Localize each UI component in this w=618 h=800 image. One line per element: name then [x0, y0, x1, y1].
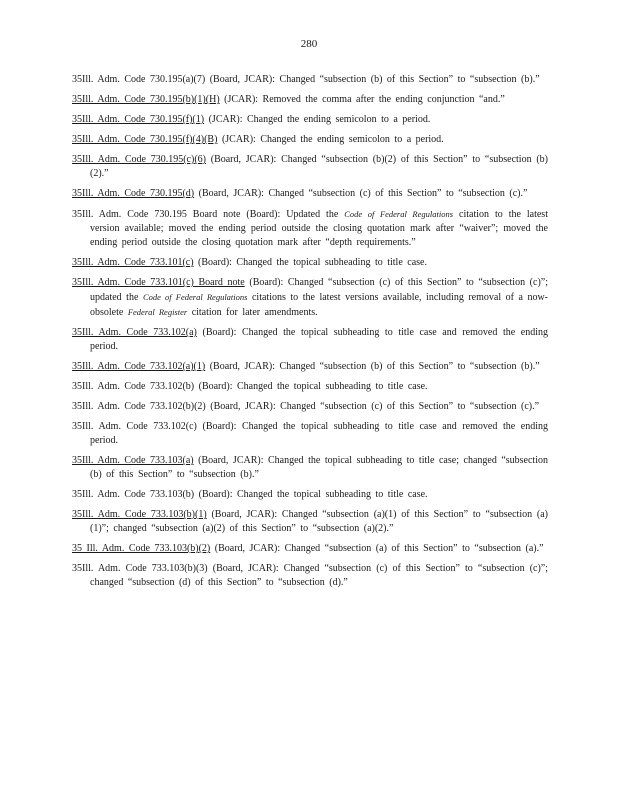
entry-text: (Board, JCAR): Changed the topical subheading to title case; changed “subsection (b) of this Section” to “subsection (b).” — [90, 455, 548, 480]
change-entry — [72, 562, 548, 590]
entry-citation: 35Ill. Adm. Code 730.195(f)(1) — [72, 114, 205, 125]
entry-citation: 35 Ill. Adm. Code 733.103(b)(2) — [72, 543, 211, 554]
entry-citation: 35Ill. Adm. Code 730.195(f)(4)(B) — [72, 134, 218, 145]
change-entry — [72, 133, 548, 147]
entry-citation: 35Ill. Adm. Code 733.102(b)(2) — [72, 401, 206, 412]
entry-text: (Board): Changed the topical subheading to title case. — [194, 381, 428, 392]
change-entry — [72, 256, 548, 270]
entry-text: (JCAR): Changed the ending semicolon to a period. — [217, 134, 444, 145]
entry-text: (Board, JCAR): Changed “subsection (c) of this Section” to “subsection (c)”; changed “subsection (d) of this Section” to “subsection (d).” — [90, 563, 549, 588]
entry-text: (Board, JCAR): Changed “subsection (b)(2) of this Section” to “subsection (b)(2).” — [90, 154, 548, 179]
entry-citation: 35Ill. Adm. Code 733.102(c) — [72, 421, 197, 432]
change-entry — [72, 207, 548, 250]
change-entry — [72, 454, 548, 482]
entry-text: (Board, JCAR): Changed “subsection (b) of this Section” to “subsection (b).” — [205, 361, 540, 372]
entry-text: (Board, JCAR): Changed “subsection (a)(1) of this Section” to “subsection (a)(1)”; changed “subsection (a)(2) of this Section” to “subsection (a)(2).” — [90, 509, 548, 534]
entry-citation: 35Ill. Adm. Code 730.195(b)(1)(H) — [72, 94, 220, 105]
entry-text: (Board): Changed the topical subheading to title case and removed the ending period. — [90, 327, 548, 352]
change-entry — [72, 153, 548, 181]
change-entry — [72, 73, 548, 87]
change-entry — [72, 488, 548, 502]
change-entry — [72, 113, 548, 127]
entry-text: (JCAR): Changed the ending semicolon to a period. — [204, 114, 431, 125]
entry-italic-title: Federal Register — [127, 307, 188, 317]
entry-text: (Board, JCAR): Changed “subsection (c) of this Section” to “subsection (c).” — [194, 188, 528, 199]
entry-text: citation to the latest version available; moved the ending period outside the closing quotation mark after “waiver”; moved the ending period outside the closing quotation mark after “depth requirements.” — [90, 209, 548, 248]
entry-citation: 35Ill. Adm. Code 733.103(a) — [72, 455, 194, 466]
entry-citation: 35Ill. Adm. Code 733.101(c) Board note — [72, 277, 245, 288]
entry-text: (Board): Changed the topical subheading to title case and removed the ending period. — [90, 421, 548, 446]
entry-italic-title: Code of Federal Regulations — [344, 209, 454, 219]
entry-citation: 35Ill. Adm. Code 733.103(b)(3) — [72, 563, 208, 574]
change-entry — [72, 508, 548, 536]
entry-text: (Board): Updated the — [240, 209, 345, 220]
change-entry — [72, 542, 548, 556]
entry-citation: 35Ill. Adm. Code 733.103(b) — [72, 489, 195, 500]
entry-text: (Board): Changed the topical subheading to title case. — [194, 489, 428, 500]
entry-citation: 35Ill. Adm. Code 730.195 Board note — [72, 209, 241, 220]
entry-italic-title: Code of Federal Regulations — [142, 292, 248, 302]
entry-citation: 35Ill. Adm. Code 733.102(b) — [72, 381, 195, 392]
entry-text: (JCAR): Removed the comma after the ending conjunction “and.” — [219, 94, 505, 105]
entry-citation: 35Ill. Adm. Code 733.102(a) — [72, 327, 197, 338]
entry-text: (Board, JCAR): Changed “subsection (a) of this Section” to “subsection (a).” — [210, 543, 544, 554]
entry-text: (Board): Changed the topical subheading to title case. — [193, 257, 427, 268]
entry-text: citation for later amendments. — [187, 307, 318, 318]
entry-citation: 35Ill. Adm. Code 733.102(a)(1) — [72, 361, 206, 372]
change-entry — [72, 93, 548, 107]
entry-citation: 35Ill. Adm. Code 730.195(a)(7) — [72, 74, 206, 85]
entry-citation: 35Ill. Adm. Code 730.195(d) — [72, 188, 195, 199]
entry-text: (Board, JCAR): Changed “subsection (c) of this Section” to “subsection (c).” — [205, 401, 540, 412]
entry-text: (Board, JCAR): Changed “subsection (b) of this Section” to “subsection (b).” — [205, 74, 540, 85]
entry-citation: 35Ill. Adm. Code 733.101(c) — [72, 257, 194, 268]
change-entry — [72, 326, 548, 354]
change-entry — [72, 400, 548, 414]
change-entry — [72, 420, 548, 448]
entry-citation: 35Ill. Adm. Code 733.103(b)(1) — [72, 509, 207, 520]
change-entry — [72, 380, 548, 394]
entry-text: (Board): Changed “subsection (c) of this Section” to “subsection (c)”; updated the — [90, 277, 548, 303]
change-entry — [72, 360, 548, 374]
entry-text: citations to the latest versions available, including removal of a now-obsolete — [90, 292, 549, 318]
entry-list — [72, 73, 548, 596]
entry-citation: 35Ill. Adm. Code 730.195(c)(6) — [72, 154, 206, 165]
page-number: 280 — [300, 38, 318, 50]
change-entry — [72, 276, 548, 320]
change-entry — [72, 187, 548, 201]
